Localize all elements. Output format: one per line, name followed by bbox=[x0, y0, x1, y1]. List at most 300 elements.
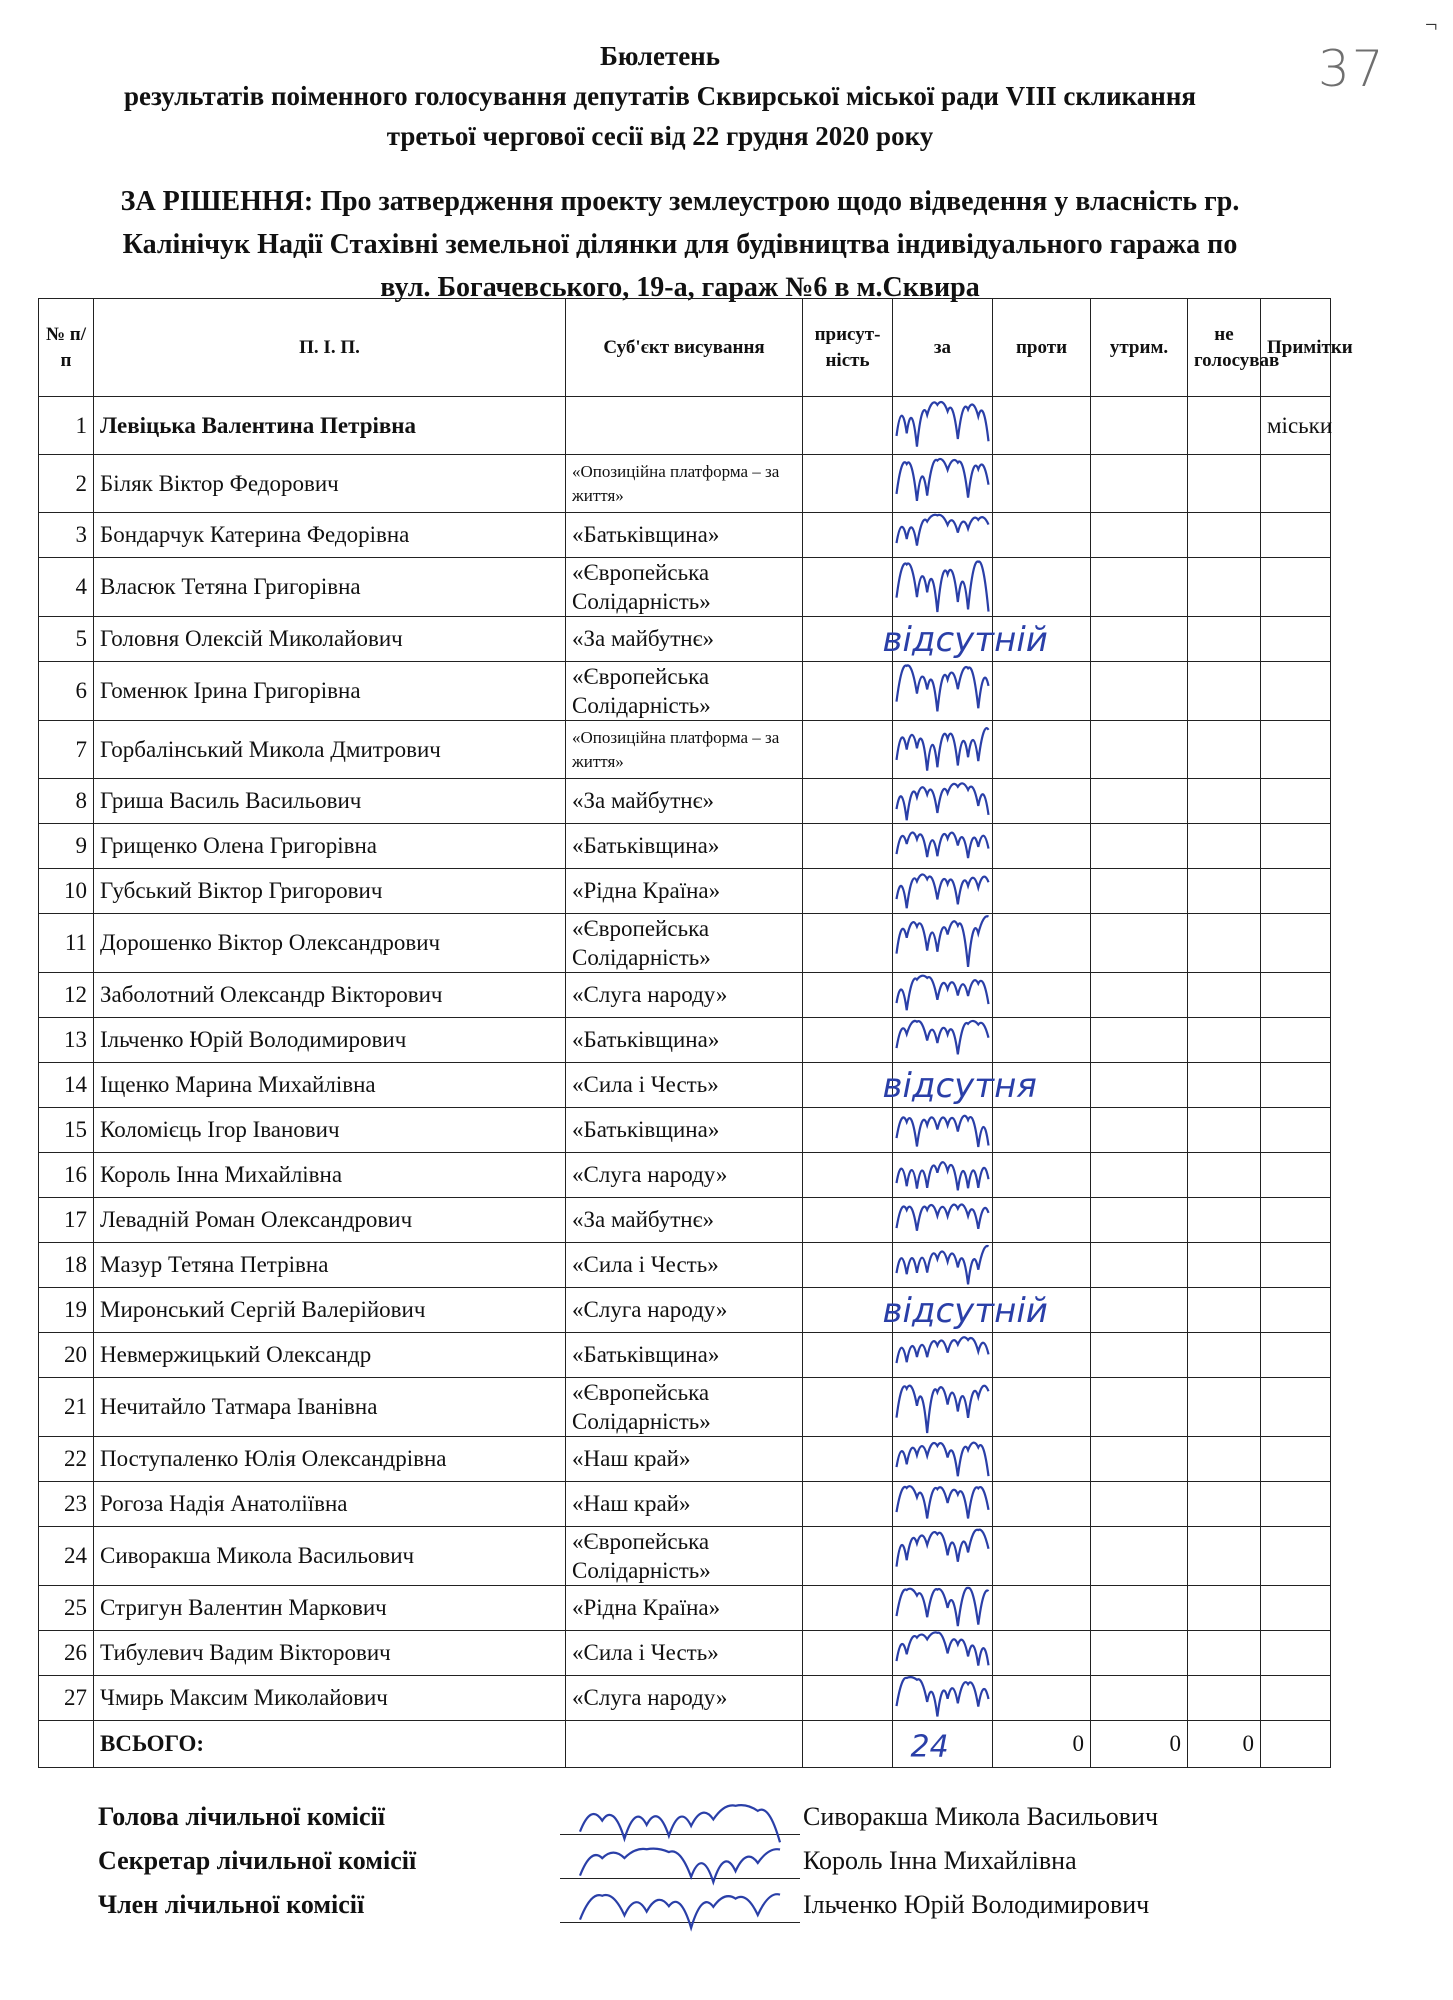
deputy-name: Чмирь Максим Миколайович bbox=[94, 1676, 566, 1721]
present-cell bbox=[803, 1333, 893, 1378]
signature-line bbox=[560, 1834, 800, 1835]
vote-abstain-cell bbox=[1091, 1063, 1188, 1108]
commission-role: Голова лічильної комісії bbox=[98, 1802, 385, 1831]
note-cell bbox=[1261, 1586, 1331, 1631]
table-row bbox=[39, 1108, 1331, 1153]
bulletin-subtitle: результатів поіменного голосування депутатів Сквирської міської ради VIII скликання bbox=[123, 81, 1197, 111]
not-voted-cell bbox=[1188, 1288, 1261, 1333]
row-number: 7 bbox=[39, 721, 94, 779]
bulletin-title: Бюлетень bbox=[599, 41, 721, 71]
total-not-voted: 0 bbox=[1188, 1721, 1261, 1768]
party-cell: «Європейська Солідарність» bbox=[566, 662, 803, 721]
not-voted-cell bbox=[1188, 1586, 1261, 1631]
vote-abstain-cell bbox=[1091, 617, 1188, 662]
vote-abstain-cell bbox=[1091, 1108, 1188, 1153]
vote-against-cell bbox=[993, 1378, 1091, 1437]
present-cell bbox=[803, 1153, 893, 1198]
commission-member-name: Король Інна Михайлівна bbox=[803, 1846, 1077, 1875]
note-cell bbox=[1261, 1063, 1331, 1108]
vote-against-cell bbox=[993, 1482, 1091, 1527]
not-voted-cell bbox=[1188, 1482, 1261, 1527]
table-row bbox=[39, 455, 1331, 513]
commission-signatures bbox=[98, 1798, 1298, 1930]
vote-abstain-cell bbox=[1091, 1676, 1188, 1721]
vote-abstain-cell bbox=[1091, 1527, 1188, 1586]
vote-abstain-cell bbox=[1091, 1198, 1188, 1243]
not-voted-cell bbox=[1188, 1631, 1261, 1676]
party-cell: «Батьківщина» bbox=[566, 1108, 803, 1153]
decision-line: ЗА РІШЕННЯ: Про затвердження проекту землеустрою щодо відведення у власність гр. bbox=[120, 186, 1240, 217]
note-cell bbox=[1261, 779, 1331, 824]
total-notes-cell bbox=[1261, 1721, 1331, 1768]
vote-against-cell bbox=[993, 1063, 1091, 1108]
vote-for-cell bbox=[893, 1063, 993, 1108]
signature-row bbox=[98, 1798, 1298, 1842]
party-cell: «Сила і Честь» bbox=[566, 1063, 803, 1108]
vote-abstain-cell bbox=[1091, 1586, 1188, 1631]
vote-for-cell bbox=[893, 558, 993, 617]
note-cell bbox=[1261, 1482, 1331, 1527]
decision-text bbox=[40, 180, 1320, 309]
deputy-name: Ільченко Юрій Володимирович bbox=[94, 1018, 566, 1063]
signature-row bbox=[98, 1886, 1298, 1930]
note-cell bbox=[1261, 1153, 1331, 1198]
table-row bbox=[39, 1243, 1331, 1288]
row-number: 20 bbox=[39, 1333, 94, 1378]
vote-for-cell bbox=[893, 721, 993, 779]
vote-abstain-cell bbox=[1091, 662, 1188, 721]
present-cell bbox=[803, 1631, 893, 1676]
note-cell bbox=[1261, 1527, 1331, 1586]
table-row bbox=[39, 617, 1331, 662]
vote-against-cell bbox=[993, 1108, 1091, 1153]
note-cell bbox=[1261, 558, 1331, 617]
deputy-name: Стригун Валентин Маркович bbox=[94, 1586, 566, 1631]
present-cell bbox=[803, 1018, 893, 1063]
not-voted-cell bbox=[1188, 973, 1261, 1018]
note-cell bbox=[1261, 1333, 1331, 1378]
table-row bbox=[39, 824, 1331, 869]
table-row bbox=[39, 1333, 1331, 1378]
party-cell: «Наш край» bbox=[566, 1482, 803, 1527]
not-voted-cell bbox=[1188, 1018, 1261, 1063]
table-row bbox=[39, 1288, 1331, 1333]
party-cell: «Наш край» bbox=[566, 1437, 803, 1482]
not-voted-cell bbox=[1188, 662, 1261, 721]
row-number: 19 bbox=[39, 1288, 94, 1333]
row-number: 24 bbox=[39, 1527, 94, 1586]
vote-abstain-cell bbox=[1091, 1243, 1188, 1288]
vote-for-cell bbox=[893, 1153, 993, 1198]
row-number: 15 bbox=[39, 1108, 94, 1153]
bulletin-header bbox=[40, 36, 1280, 156]
vote-against-cell bbox=[993, 1288, 1091, 1333]
vote-abstain-cell bbox=[1091, 914, 1188, 973]
voting-table bbox=[38, 298, 1353, 1768]
row-number: 16 bbox=[39, 1153, 94, 1198]
table-row bbox=[39, 1378, 1331, 1437]
vote-for-cell bbox=[893, 914, 993, 973]
present-cell bbox=[803, 973, 893, 1018]
note-cell bbox=[1261, 617, 1331, 662]
party-cell: «Слуга народу» bbox=[566, 1676, 803, 1721]
note-cell bbox=[1261, 1676, 1331, 1721]
present-cell bbox=[803, 558, 893, 617]
vote-for-cell bbox=[893, 824, 993, 869]
row-number: 17 bbox=[39, 1198, 94, 1243]
table-row bbox=[39, 1482, 1331, 1527]
vote-abstain-cell bbox=[1091, 1288, 1188, 1333]
present-cell bbox=[803, 1482, 893, 1527]
total-present-cell bbox=[803, 1721, 893, 1768]
row-number: 10 bbox=[39, 869, 94, 914]
table-row bbox=[39, 973, 1331, 1018]
vote-abstain-cell bbox=[1091, 1378, 1188, 1437]
deputy-name: Бондарчук Катерина Федорівна bbox=[94, 513, 566, 558]
present-cell bbox=[803, 824, 893, 869]
vote-for-cell bbox=[893, 1676, 993, 1721]
row-number: 13 bbox=[39, 1018, 94, 1063]
vote-against-cell bbox=[993, 1243, 1091, 1288]
note-cell bbox=[1261, 1108, 1331, 1153]
not-voted-cell bbox=[1188, 1108, 1261, 1153]
table-row bbox=[39, 1018, 1331, 1063]
deputy-name: Горбалінський Микола Дмитрович bbox=[94, 721, 566, 779]
party-cell: «Сила і Честь» bbox=[566, 1243, 803, 1288]
party-cell: «Європейська Солідарність» bbox=[566, 1378, 803, 1437]
total-for-handwritten: 24 bbox=[910, 1729, 949, 1765]
deputy-name: Гриша Василь Васильович bbox=[94, 779, 566, 824]
note-cell bbox=[1261, 1631, 1331, 1676]
note-cell bbox=[1261, 1378, 1331, 1437]
note-cell bbox=[1261, 1243, 1331, 1288]
vote-for-cell bbox=[893, 513, 993, 558]
table-row bbox=[39, 1063, 1331, 1108]
not-voted-cell bbox=[1188, 1437, 1261, 1482]
session-date: третьої чергової сесії від 22 грудня 2020 року bbox=[386, 121, 934, 151]
note-cell bbox=[1261, 455, 1331, 513]
note-cell bbox=[1261, 513, 1331, 558]
note-cell bbox=[1261, 1437, 1331, 1482]
absent-handwritten-note: відсутня bbox=[882, 1066, 1037, 1106]
vote-for-cell bbox=[893, 1437, 993, 1482]
not-voted-cell bbox=[1188, 824, 1261, 869]
present-cell bbox=[803, 455, 893, 513]
deputy-name: Левадній Роман Олександрович bbox=[94, 1198, 566, 1243]
not-voted-cell bbox=[1188, 914, 1261, 973]
deputy-name: Гоменюк Ірина Григорівна bbox=[94, 662, 566, 721]
present-cell bbox=[803, 1108, 893, 1153]
deputy-name: Король Інна Михайлівна bbox=[94, 1153, 566, 1198]
header-notes: Примітки bbox=[1261, 299, 1331, 397]
note-cell bbox=[1261, 1288, 1331, 1333]
vote-abstain-cell bbox=[1091, 1018, 1188, 1063]
table-row bbox=[39, 662, 1331, 721]
party-cell: «Батьківщина» bbox=[566, 513, 803, 558]
deputy-name: Поступаленко Юлія Олександрівна bbox=[94, 1437, 566, 1482]
header-not-voted: не голосував bbox=[1188, 299, 1261, 397]
deputy-name: Заболотний Олександр Вікторович bbox=[94, 973, 566, 1018]
note-cell bbox=[1261, 1018, 1331, 1063]
present-cell bbox=[803, 1063, 893, 1108]
vote-against-cell bbox=[993, 513, 1091, 558]
table-row bbox=[39, 1527, 1331, 1586]
party-cell: «Опозиційна платформа – за життя» bbox=[566, 721, 803, 779]
vote-against-cell bbox=[993, 1586, 1091, 1631]
total-for-cell bbox=[893, 1721, 993, 1768]
party-cell: «Батьківщина» bbox=[566, 1333, 803, 1378]
deputy-name: Власюк Тетяна Григорівна bbox=[94, 558, 566, 617]
present-cell bbox=[803, 397, 893, 455]
vote-against-cell bbox=[993, 779, 1091, 824]
header-party: Суб'єкт висування bbox=[566, 299, 803, 397]
row-number: 8 bbox=[39, 779, 94, 824]
vote-against-cell bbox=[993, 617, 1091, 662]
present-cell bbox=[803, 1243, 893, 1288]
header-present: присут-ність bbox=[803, 299, 893, 397]
vote-for-cell bbox=[893, 662, 993, 721]
header-abstain: утрим. bbox=[1091, 299, 1188, 397]
header-name: П. І. П. bbox=[94, 299, 566, 397]
not-voted-cell bbox=[1188, 1198, 1261, 1243]
vote-abstain-cell bbox=[1091, 1153, 1188, 1198]
vote-against-cell bbox=[993, 1198, 1091, 1243]
not-voted-cell bbox=[1188, 721, 1261, 779]
signature-row bbox=[98, 1842, 1298, 1886]
party-cell: «Слуга народу» bbox=[566, 1153, 803, 1198]
party-cell: «За майбутнє» bbox=[566, 779, 803, 824]
total-against: 0 bbox=[993, 1721, 1091, 1768]
vote-against-cell bbox=[993, 1153, 1091, 1198]
deputy-name: Дорошенко Віктор Олександрович bbox=[94, 914, 566, 973]
vote-for-cell bbox=[893, 1108, 993, 1153]
party-cell: «Опозиційна платформа – за життя» bbox=[566, 455, 803, 513]
party-cell: «За майбутнє» bbox=[566, 1198, 803, 1243]
vote-against-cell bbox=[993, 869, 1091, 914]
party-cell: «Європейська Солідарність» bbox=[566, 914, 803, 973]
row-number: 14 bbox=[39, 1063, 94, 1108]
total-num-cell bbox=[39, 1721, 94, 1768]
deputy-name: Левіцька Валентина Петрівна bbox=[94, 397, 566, 455]
table-row bbox=[39, 1153, 1331, 1198]
vote-for-cell bbox=[893, 1482, 993, 1527]
deputy-name: Сиворакша Микола Васильович bbox=[94, 1527, 566, 1586]
deputy-name: Головня Олексій Миколайович bbox=[94, 617, 566, 662]
table-row bbox=[39, 721, 1331, 779]
deputy-name: Грищенко Олена Григорівна bbox=[94, 824, 566, 869]
not-voted-cell bbox=[1188, 1378, 1261, 1437]
vote-for-cell bbox=[893, 1333, 993, 1378]
vote-for-cell bbox=[893, 1631, 993, 1676]
vote-for-cell bbox=[893, 1243, 993, 1288]
party-cell: «Слуга народу» bbox=[566, 1288, 803, 1333]
party-cell: «Європейська Солідарність» bbox=[566, 1527, 803, 1586]
deputy-name: Нечитайло Татмара Іванівна bbox=[94, 1378, 566, 1437]
commission-member-name: Ільченко Юрій Володимирович bbox=[803, 1890, 1150, 1919]
not-voted-cell bbox=[1188, 455, 1261, 513]
row-number: 5 bbox=[39, 617, 94, 662]
total-label: ВСЬОГО: bbox=[94, 1721, 566, 1768]
deputy-name: Рогоза Надія Анатоліївна bbox=[94, 1482, 566, 1527]
present-cell bbox=[803, 869, 893, 914]
vote-for-cell bbox=[893, 1198, 993, 1243]
row-number: 21 bbox=[39, 1378, 94, 1437]
row-number: 3 bbox=[39, 513, 94, 558]
present-cell bbox=[803, 1288, 893, 1333]
row-number: 11 bbox=[39, 914, 94, 973]
not-voted-cell bbox=[1188, 617, 1261, 662]
table-row bbox=[39, 1437, 1331, 1482]
vote-abstain-cell bbox=[1091, 1437, 1188, 1482]
party-cell: «Батьківщина» bbox=[566, 824, 803, 869]
vote-abstain-cell bbox=[1091, 824, 1188, 869]
note-cell bbox=[1261, 914, 1331, 973]
table-row bbox=[39, 1586, 1331, 1631]
vote-against-cell bbox=[993, 1676, 1091, 1721]
present-cell bbox=[803, 1437, 893, 1482]
deputy-name: Біляк Віктор Федорович bbox=[94, 455, 566, 513]
vote-abstain-cell bbox=[1091, 1482, 1188, 1527]
table-row bbox=[39, 558, 1331, 617]
deputy-name: Миронський Сергій Валерійович bbox=[94, 1288, 566, 1333]
party-cell: «Слуга народу» bbox=[566, 973, 803, 1018]
present-cell bbox=[803, 1676, 893, 1721]
deputy-name: Іщенко Марина Михайлівна bbox=[94, 1063, 566, 1108]
table-row bbox=[39, 1198, 1331, 1243]
note-cell bbox=[1261, 662, 1331, 721]
not-voted-cell bbox=[1188, 1527, 1261, 1586]
party-cell: «За майбутнє» bbox=[566, 617, 803, 662]
deputy-name: Коломієць Ігор Іванович bbox=[94, 1108, 566, 1153]
total-party-cell bbox=[566, 1721, 803, 1768]
vote-abstain-cell bbox=[1091, 869, 1188, 914]
row-number: 22 bbox=[39, 1437, 94, 1482]
vote-for-cell bbox=[893, 1586, 993, 1631]
vote-against-cell bbox=[993, 662, 1091, 721]
row-number: 23 bbox=[39, 1482, 94, 1527]
not-voted-cell bbox=[1188, 1153, 1261, 1198]
vote-for-cell bbox=[893, 455, 993, 513]
vote-for-cell bbox=[893, 1527, 993, 1586]
commission-member-name: Сиворакша Микола Васильович bbox=[803, 1802, 1159, 1831]
deputy-name: Тибулевич Вадим Вікторович bbox=[94, 1631, 566, 1676]
not-voted-cell bbox=[1188, 1676, 1261, 1721]
vote-abstain-cell bbox=[1091, 779, 1188, 824]
commission-role: Секретар лічильної комісії bbox=[98, 1846, 417, 1875]
vote-abstain-cell bbox=[1091, 973, 1188, 1018]
row-number: 2 bbox=[39, 455, 94, 513]
vote-against-cell bbox=[993, 914, 1091, 973]
not-voted-cell bbox=[1188, 1333, 1261, 1378]
signature-line bbox=[560, 1878, 800, 1879]
vote-for-cell bbox=[893, 779, 993, 824]
vote-against-cell bbox=[993, 455, 1091, 513]
not-voted-cell bbox=[1188, 869, 1261, 914]
table-row bbox=[39, 397, 1331, 455]
vote-abstain-cell bbox=[1091, 455, 1188, 513]
present-cell bbox=[803, 1378, 893, 1437]
vote-against-cell bbox=[993, 824, 1091, 869]
not-voted-cell bbox=[1188, 558, 1261, 617]
vote-for-cell bbox=[893, 397, 993, 455]
vote-against-cell bbox=[993, 721, 1091, 779]
present-cell bbox=[803, 1527, 893, 1586]
vote-abstain-cell bbox=[1091, 1333, 1188, 1378]
table-row bbox=[39, 1631, 1331, 1676]
vote-against-cell bbox=[993, 1527, 1091, 1586]
vote-for-cell bbox=[893, 1288, 993, 1333]
present-cell bbox=[803, 617, 893, 662]
vote-against-cell bbox=[993, 1631, 1091, 1676]
vote-against-cell bbox=[993, 1018, 1091, 1063]
table-row bbox=[39, 1676, 1331, 1721]
party-cell: «Сила і Честь» bbox=[566, 1631, 803, 1676]
header-for: за bbox=[893, 299, 993, 397]
vote-abstain-cell bbox=[1091, 513, 1188, 558]
vote-abstain-cell bbox=[1091, 558, 1188, 617]
row-number: 4 bbox=[39, 558, 94, 617]
table-row bbox=[39, 779, 1331, 824]
note-cell bbox=[1261, 824, 1331, 869]
absent-handwritten-note: відсутній bbox=[882, 620, 1048, 660]
party-cell bbox=[566, 397, 803, 455]
not-voted-cell bbox=[1188, 397, 1261, 455]
note-cell bbox=[1261, 869, 1331, 914]
total-abstain: 0 bbox=[1091, 1721, 1188, 1768]
table-header-row bbox=[39, 299, 1331, 397]
row-number: 26 bbox=[39, 1631, 94, 1676]
header-num: № п/п bbox=[39, 299, 94, 397]
vote-abstain-cell bbox=[1091, 397, 1188, 455]
deputy-name: Невмержицький Олександр bbox=[94, 1333, 566, 1378]
vote-against-cell bbox=[993, 1333, 1091, 1378]
vote-against-cell bbox=[993, 558, 1091, 617]
row-number: 18 bbox=[39, 1243, 94, 1288]
party-cell: «Європейська Солідарність» bbox=[566, 558, 803, 617]
vote-for-cell bbox=[893, 973, 993, 1018]
table-row bbox=[39, 513, 1331, 558]
row-number: 1 bbox=[39, 397, 94, 455]
corner-tick-mark: ¬ bbox=[1425, 12, 1438, 37]
party-cell: «Рідна Країна» bbox=[566, 869, 803, 914]
vote-against-cell bbox=[993, 1437, 1091, 1482]
total-row bbox=[39, 1721, 1331, 1768]
not-voted-cell bbox=[1188, 779, 1261, 824]
vote-for-cell bbox=[893, 617, 993, 662]
present-cell bbox=[803, 1198, 893, 1243]
vote-against-cell bbox=[993, 973, 1091, 1018]
commission-role: Член лічильної комісії bbox=[98, 1890, 365, 1919]
row-number: 6 bbox=[39, 662, 94, 721]
note-cell: міськи bbox=[1261, 397, 1331, 455]
deputy-name: Губський Віктор Григорович bbox=[94, 869, 566, 914]
absent-handwritten-note: відсутній bbox=[882, 1291, 1048, 1331]
vote-abstain-cell bbox=[1091, 721, 1188, 779]
row-number: 12 bbox=[39, 973, 94, 1018]
present-cell bbox=[803, 662, 893, 721]
not-voted-cell bbox=[1188, 1243, 1261, 1288]
decision-line: Калінічук Надії Стахівні земельної ділянки для будівництва індивідуального гаража по bbox=[122, 229, 1238, 260]
vote-against-cell bbox=[993, 397, 1091, 455]
present-cell bbox=[803, 1586, 893, 1631]
page-number: 37 bbox=[1318, 40, 1386, 98]
decision-line: вул. Богачевського, 19-а, гараж №6 в м.Сквира bbox=[380, 272, 980, 303]
note-cell bbox=[1261, 1198, 1331, 1243]
present-cell bbox=[803, 779, 893, 824]
vote-for-cell bbox=[893, 1018, 993, 1063]
table-row bbox=[39, 869, 1331, 914]
vote-for-cell bbox=[893, 869, 993, 914]
